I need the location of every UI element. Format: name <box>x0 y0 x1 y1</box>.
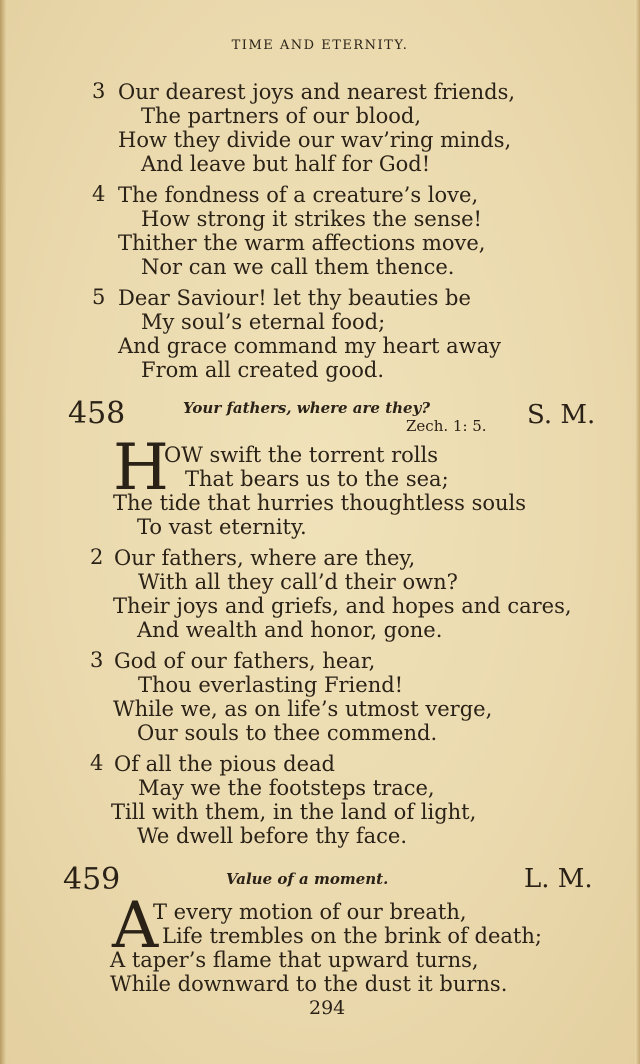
verse-line: T every motion of our breath, <box>153 900 467 924</box>
verse-line: How they divide our wav’ring minds, <box>118 128 512 152</box>
verse-number: 3 <box>92 79 106 103</box>
verse-line: OW swift the torrent rolls <box>164 443 439 467</box>
verse-line: Our souls to thee commend. <box>137 721 438 745</box>
verse-number: 2 <box>90 545 104 569</box>
verse-line: Till with them, in the land of light, <box>111 800 477 824</box>
verse-line: Their joys and griefs, and hopes and cares, <box>113 594 572 618</box>
hymn-title: Value of a moment. <box>226 870 389 888</box>
verse-number: 4 <box>92 182 106 206</box>
verse-line: Our fathers, where are they, <box>114 546 416 570</box>
drop-cap: A <box>112 889 159 963</box>
verse-line: And leave but half for God! <box>141 152 431 176</box>
verse-line: The fondness of a creature’s love, <box>118 183 479 207</box>
verse-line: From all created good. <box>141 358 385 382</box>
verse-line: How strong it strikes the sense! <box>141 207 482 231</box>
hymn-title: Your fathers, where are they? <box>183 399 431 417</box>
verse-line: The partners of our blood, <box>141 104 422 128</box>
verse-line: My soul’s eternal food; <box>141 310 386 334</box>
verse-number: 4 <box>90 751 104 775</box>
verse-line: And grace command my heart away <box>118 334 502 358</box>
verse-line: Nor can we call them thence. <box>141 255 455 279</box>
verse-line: While we, as on life’s utmost verge, <box>113 697 493 721</box>
verse-line: And wealth and honor, gone. <box>137 618 443 642</box>
verse-line: With all they call’d their own? <box>138 570 458 594</box>
scripture-reference: Zech. 1: 5. <box>406 417 487 435</box>
page-edge-left <box>0 0 6 1064</box>
meter: S. M. <box>527 400 596 430</box>
verse-number: 3 <box>90 648 104 672</box>
verse-line: While downward to the dust it burns. <box>110 972 508 996</box>
verse-line: Our dearest joys and nearest friends, <box>118 80 516 104</box>
verse-line: God of our fathers, hear, <box>114 649 376 673</box>
verse-line: Thou everlasting Friend! <box>138 673 404 697</box>
verse-line: Dear Saviour! let thy beauties be <box>118 286 471 310</box>
meter: L. M. <box>524 864 593 894</box>
verse-line: Of all the pious dead <box>114 752 335 776</box>
running-head: TIME AND ETERNITY. <box>231 38 409 53</box>
page-edge-right <box>635 0 640 1064</box>
hymn-number: 459 <box>63 862 121 897</box>
page-number: 294 <box>309 997 346 1019</box>
verse-line: We dwell before thy face. <box>137 824 408 848</box>
verse-line: That bears us to the sea; <box>185 467 449 491</box>
verse-line: Life trembles on the brink of death; <box>162 924 542 948</box>
verse-line: The tide that hurries thoughtless souls <box>113 491 527 515</box>
verse-line: Thither the warm affections move, <box>118 231 486 255</box>
verse-line: To vast eternity. <box>137 515 307 539</box>
verse-line: May we the footsteps trace, <box>138 776 435 800</box>
verse-number: 5 <box>92 285 106 309</box>
drop-cap: H <box>113 431 169 505</box>
verse-line: A taper’s flame that upward turns, <box>110 948 479 972</box>
hymn-number: 458 <box>68 396 126 431</box>
